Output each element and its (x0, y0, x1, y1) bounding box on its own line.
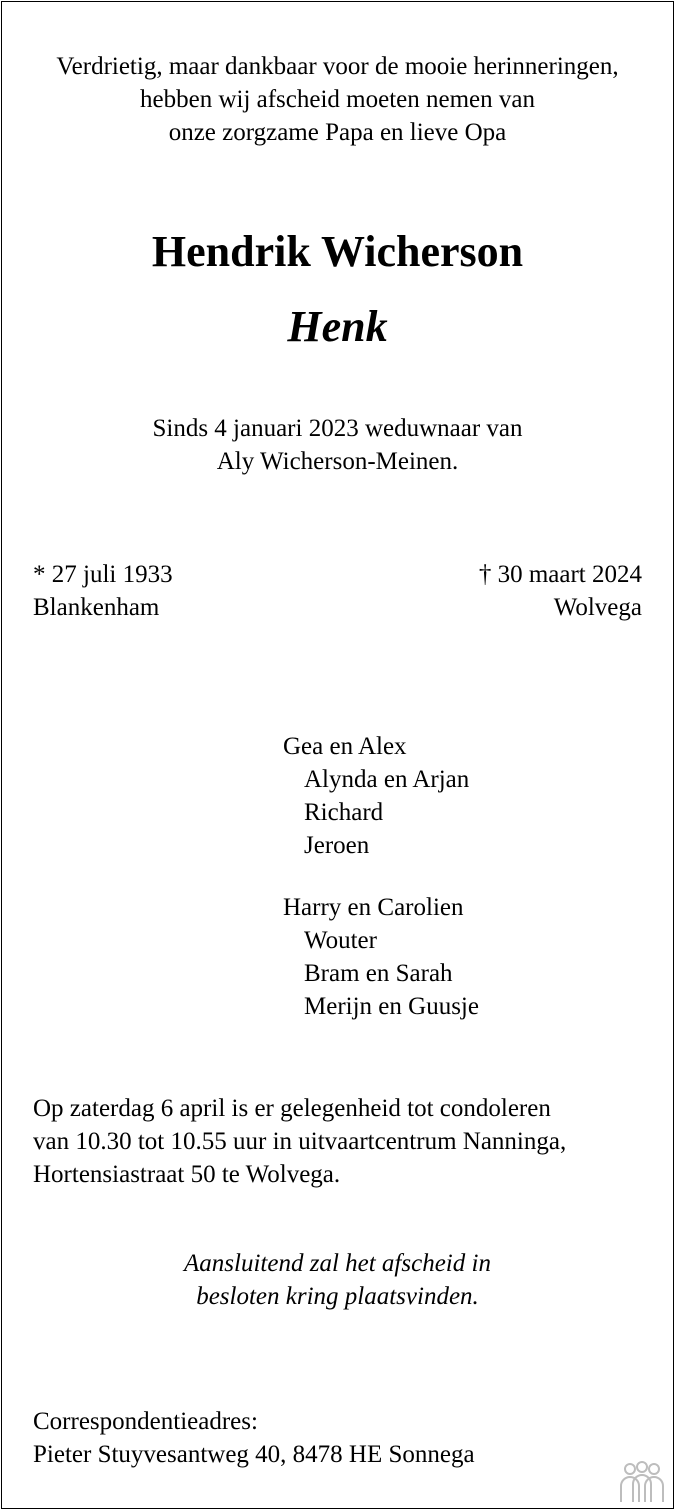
family-child: Richard (304, 799, 384, 826)
widower-text (2, 412, 673, 478)
family-group (283, 730, 469, 862)
death-place: Wolvega (553, 594, 642, 621)
closing-line: besloten kring plaatsvinden. (196, 1283, 479, 1310)
intro-line: hebben wij afscheid moeten nemen van (140, 86, 535, 113)
family-group (283, 891, 479, 1023)
condolence-line: van 10.30 tot 10.55 uur in uitvaartcentrum Nanninga, (33, 1128, 567, 1155)
intro-line: onze zorgzame Papa en lieve Opa (168, 119, 507, 146)
condolence-line: Op zaterdag 6 april is er gelegenheid tot condoleren (33, 1095, 551, 1122)
obituary-card (1, 1, 674, 1509)
family-child: Alynda en Arjan (304, 766, 470, 793)
correspondence-label: Correspondentieadres: (33, 1408, 258, 1435)
birth-info (33, 558, 173, 624)
family-child: Jeroen (304, 832, 370, 859)
family-child: Bram en Sarah (304, 960, 453, 987)
deceased-nickname: Henk (287, 302, 388, 351)
people-group-icon (617, 1460, 667, 1504)
intro-line: Verdrietig, maar dankbaar voor de mooie herinneringen, (56, 53, 619, 80)
family-child: Merijn en Guusje (304, 993, 479, 1020)
intro-text (2, 50, 673, 149)
birth-date: * 27 juli 1933 (33, 561, 173, 588)
closing-line: Aansluitend zal het afscheid in (184, 1250, 491, 1277)
condolence-line: Hortensiastraat 50 te Wolvega. (33, 1161, 341, 1188)
deceased-name: Hendrik Wicherson (151, 227, 524, 276)
birth-place: Blankenham (33, 594, 160, 621)
correspondence-address (33, 1405, 475, 1471)
closing-text (2, 1247, 673, 1313)
correspondence-address-line: Pieter Stuyvesantweg 40, 8478 HE Sonnega (33, 1441, 475, 1468)
family-parents: Harry en Carolien (283, 894, 464, 921)
family-parents: Gea en Alex (283, 733, 407, 760)
family-child: Wouter (304, 927, 377, 954)
death-info (479, 558, 642, 624)
widower-line: Aly Wicherson-Meinen. (216, 448, 459, 475)
life-dates (33, 558, 642, 628)
death-date: † 30 maart 2024 (478, 561, 642, 588)
widower-line: Sinds 4 januari 2023 weduwnaar van (152, 415, 523, 442)
condolence-text (33, 1092, 566, 1191)
